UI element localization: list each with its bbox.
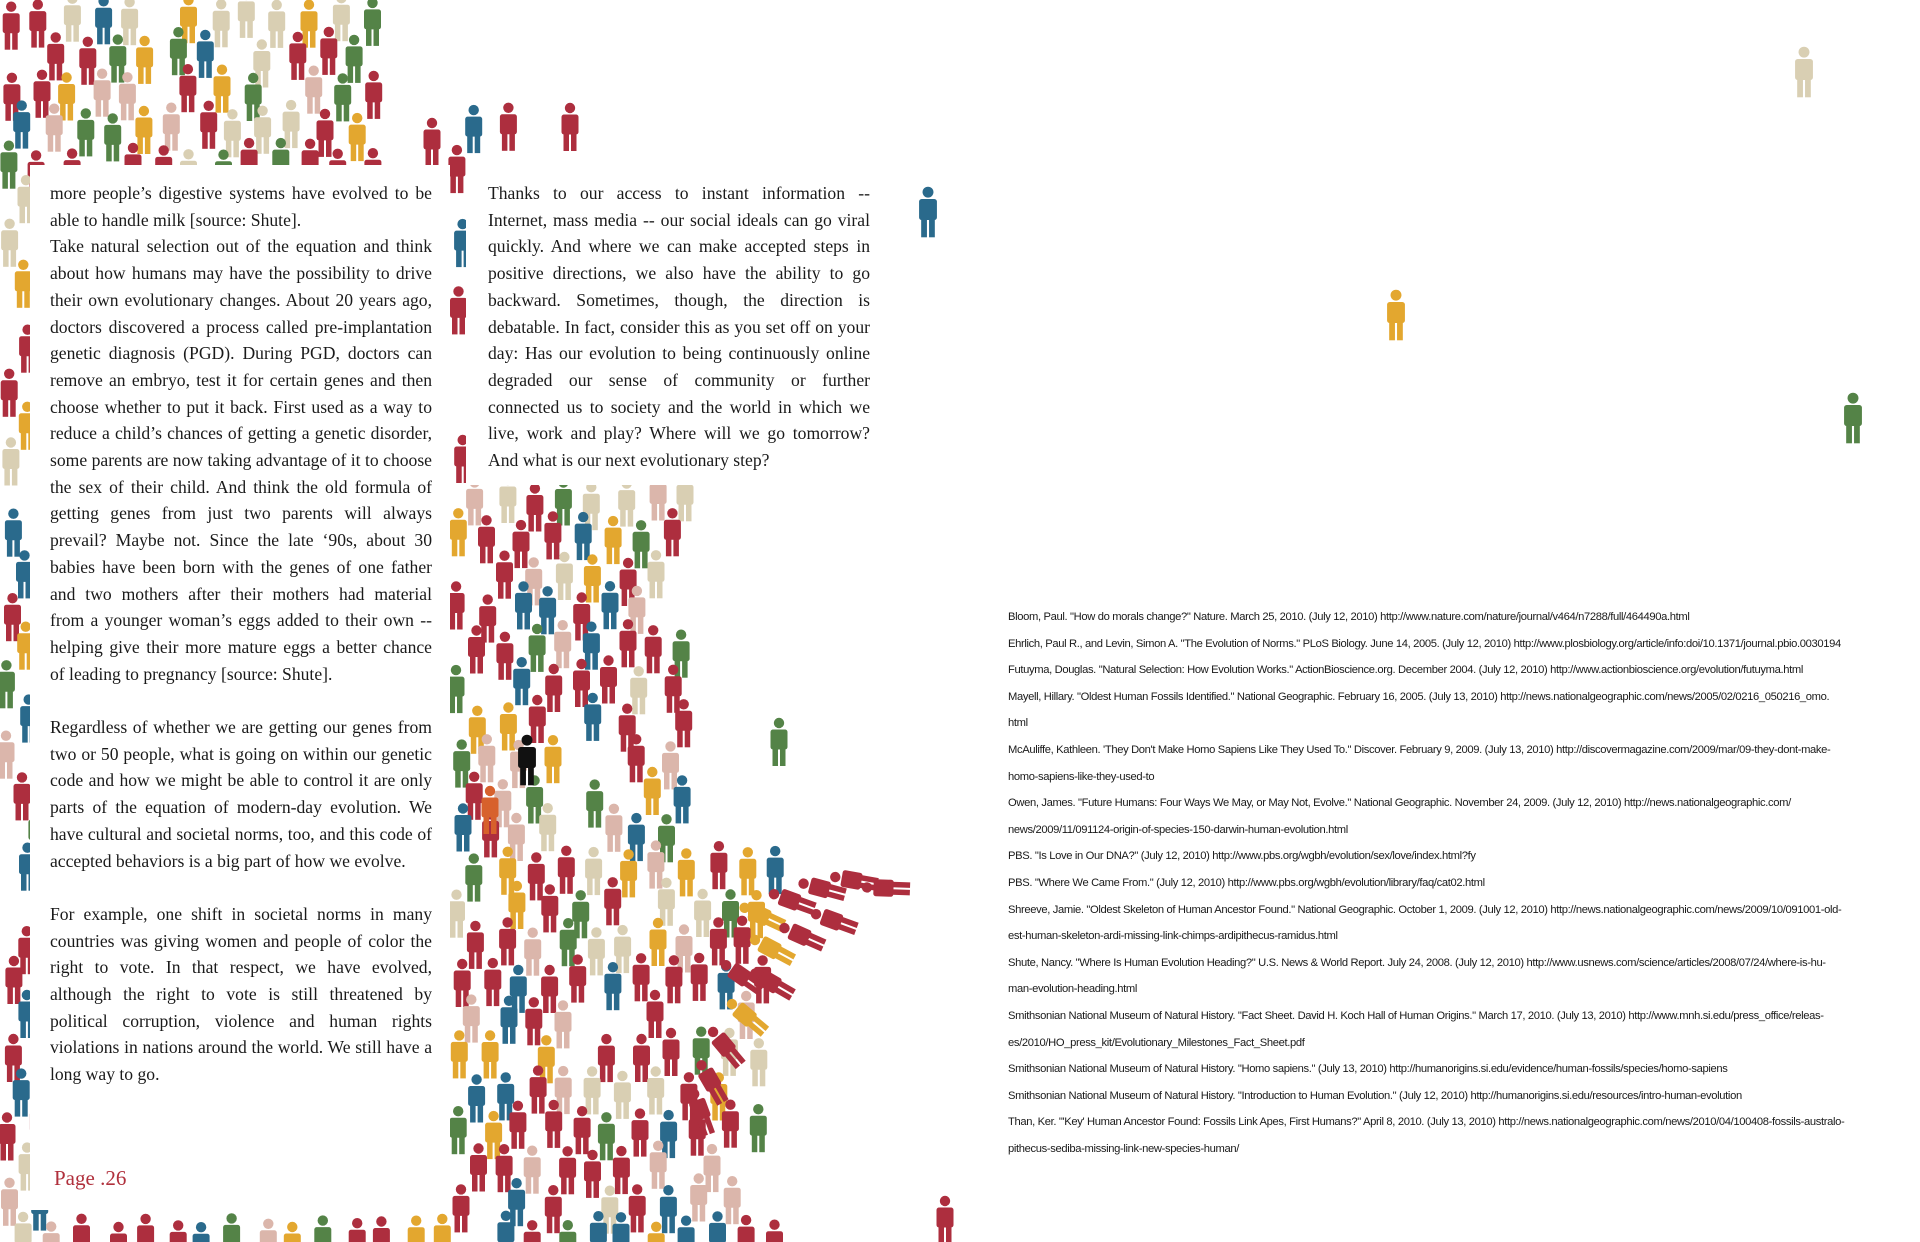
person-figure-icon [137, 1214, 154, 1242]
person-figure-icon [647, 990, 664, 1038]
person-figure-icon [450, 508, 467, 556]
person-figure-icon [301, 0, 318, 48]
person-figure-icon [648, 550, 665, 598]
person-figure-icon [0, 731, 15, 779]
person-figure-icon [470, 1143, 487, 1191]
person-figure-icon [73, 1214, 90, 1242]
person-figure-icon [1844, 393, 1862, 444]
person-figure-icon [467, 921, 484, 969]
person-figure-icon [121, 0, 138, 45]
person-figure-icon [771, 718, 788, 766]
person-figure-icon [180, 0, 197, 43]
person-figure-icon [647, 1066, 664, 1114]
page-number: Page .26 [54, 1166, 127, 1190]
reference-entry: Futuyma, Douglas. "Natural Selection: How Evolution Works." ActionBioscience.org. December 2004. (July 12, 2010) http://www.actionbioscience.org/evolution/futuyma.html [1008, 664, 1803, 677]
person-figure-icon [633, 953, 650, 1001]
person-figure-icon [937, 1196, 954, 1242]
person-figure-icon [373, 1216, 390, 1242]
person-figure-icon [604, 877, 621, 925]
person-figure-icon [479, 594, 496, 642]
person-figure-icon [305, 66, 322, 114]
paragraph: For example, one shift in societal norms in many countries was giving women and people of color the right to vote. In that respect, we have evolved, although the right to vote is still threatened by political corruption, violence and human rights violations in nations around the world. We still have a long way to go. [50, 903, 432, 1085]
person-figure-icon [448, 890, 465, 938]
person-figure-icon [95, 0, 112, 44]
person-figure-icon [2, 437, 19, 485]
person-figure-icon [630, 666, 647, 714]
person-figure-icon [545, 664, 562, 712]
person-figure-icon [284, 1222, 301, 1242]
person-figure-icon [618, 478, 635, 526]
person-figure-icon [766, 1220, 783, 1242]
person-figure-icon [197, 30, 214, 78]
person-figure-icon [448, 665, 465, 713]
person-figure-icon [465, 853, 482, 901]
person-figure-icon [110, 1222, 127, 1242]
person-figure-icon [468, 1074, 485, 1122]
person-figure-icon [5, 509, 22, 557]
person-figure-icon [434, 1214, 451, 1242]
person-figure-icon [1387, 290, 1405, 341]
person-figure-icon [448, 145, 465, 193]
person-figure-icon [238, 0, 255, 38]
person-figure-icon [496, 551, 513, 599]
person-figure-icon [94, 69, 111, 117]
person-figure-icon [541, 884, 558, 932]
reference-entry: Shreeve, Jamie. "Oldest Skeleton of Human Ancestor Found." National Geographic. October 1, 2009. (July 12, 2010) http://news.nationalgeographic.com/news/2009/10/091001-old- [1008, 903, 1842, 916]
person-figure-icon [584, 1066, 601, 1114]
person-figure-icon [314, 1215, 331, 1242]
person-figure-icon [704, 1144, 721, 1192]
person-figure-icon [558, 846, 575, 894]
person-figure-icon [750, 1104, 767, 1152]
reference-entry: Than, Ker. "'Key' Human Ancestor Found: Fossils Link Apes, First Humans?" April 8, 2010. (July 13, 2010) http://news.nationalgeographic.com/news/2010/04/100408-fossils-australo- [1008, 1116, 1845, 1129]
person-figure-icon [602, 581, 619, 629]
person-figure-icon [662, 741, 679, 789]
person-figure-icon [584, 1150, 601, 1198]
person-figure-icon [465, 105, 482, 153]
person-figure-icon [0, 660, 15, 708]
person-figure-icon [213, 0, 230, 47]
person-figure-icon [333, 0, 350, 41]
person-figure-icon [1795, 47, 1813, 98]
person-figure-icon [526, 483, 543, 531]
person-figure-icon [598, 1034, 615, 1082]
reference-entry: Smithsonian National Museum of Natural History. "Fact Sheet. David H. Koch Hall of Human Origins." March 17, 2010. (July 13, 2010) http://www.mnh.si.edu/press_office/releas- [1008, 1009, 1824, 1022]
person-figure-icon [554, 620, 571, 668]
person-figure-icon [663, 1028, 680, 1076]
person-figure-icon [545, 1185, 562, 1233]
person-figure-icon [739, 847, 756, 895]
references-list [1008, 604, 1898, 1162]
person-figure-icon [450, 286, 467, 334]
person-figure-icon [424, 118, 441, 166]
person-figure-icon [738, 1215, 755, 1242]
person-figure-icon [79, 37, 96, 85]
person-figure-icon [34, 70, 51, 118]
person-figure-icon [1, 1178, 18, 1226]
reference-entry: est-human-skeleton-ardi-missing-link-chimps-ardipithecus-ramidus.html [1008, 930, 1338, 943]
person-figure-icon [605, 804, 622, 852]
person-figure-icon [1, 219, 18, 267]
person-figure-icon [678, 1216, 695, 1242]
person-figure-icon [223, 1213, 240, 1242]
person-figure-icon [605, 516, 622, 564]
person-figure-icon [163, 103, 180, 151]
person-figure-icon [645, 625, 662, 673]
person-figure-icon [583, 482, 600, 530]
person-figure-icon [260, 1219, 277, 1242]
paragraph: Regardless of whether we are getting our genes from two or 50 people, what is going on within our genetic code and how we might be able to control it are only parts of the equation of modern-day evolution. We have cultural and societal norms, too, and this code of accepted behaviors is a big part of how we evolve. [50, 717, 432, 871]
person-figure-icon [664, 508, 681, 556]
paragraph: Thanks to our access to instant information -- Internet, mass media -- our social ideals can go viral quickly. And where we can make accepted steps in positive directions, we also have the ability to go backward. Sometimes, though, the direction is debatable. In fact, consider this as you set off on your day: Has our evolution to being continuously online degraded our sense of community or further connected us to society and the world in which we live, work and play? Where will we go tomorrow? And what is our next evolutionary step? [488, 183, 870, 471]
reference-entry: Ehrlich, Paul R., and Levin, Simon A. "The Evolution of Norms." PLoS Biology. June 14, 2005. (July 12, 2010) http://www.plosbiology.org/article/info:doi/10.1371/journal.pbio.0030194 [1008, 637, 1841, 650]
person-figure-icon [538, 1035, 555, 1083]
person-figure-icon [545, 735, 562, 783]
person-figure-icon [320, 27, 337, 75]
person-figure-icon [0, 1112, 16, 1160]
reference-entry: Smithsonian National Museum of Natural History. "Homo sapiens." (July 13, 2010) http://humanorigins.si.edu/evidence/human-fossils/species/homo-sapiens [1008, 1063, 1728, 1076]
person-figure-icon [660, 1110, 677, 1158]
person-figure-icon [365, 71, 382, 119]
reference-entry: Smithsonian National Museum of Natural History. "Introduction to Human Evolution." (July 12, 2010) http://humanorigins.si.edu/resources/intro-human-evolution [1008, 1089, 1742, 1102]
person-figure-icon [709, 1211, 726, 1242]
person-figure-icon [598, 1112, 615, 1160]
reference-entry: Owen, James. "Future Humans: Four Ways We May, or May Not, Evolve." National Geographic. November 24, 2009. (July 12, 2010) http://news.nationalgeographic.com/ [1008, 797, 1791, 810]
person-figure-icon [136, 36, 153, 84]
person-figure-icon [633, 1034, 650, 1082]
person-figure-icon [104, 113, 121, 161]
reference-entry: homo-sapiens-like-they-used-to [1008, 770, 1155, 783]
reference-entry: Bloom, Paul. "How do morals change?" Nature. March 25, 2010. (July 12, 2010) http://www.nature.com/nature/journal/v464/n7288/full/464490a.html [1008, 611, 1690, 623]
person-figure-icon [5, 956, 22, 1004]
person-figure-icon [466, 772, 483, 820]
person-figure-icon [629, 1184, 646, 1232]
reference-entry: PBS. "Is Love in Our DNA?" (July 12, 2010) http://www.pbs.org/wgbh/evolution/sex/love/index.html?fy [1008, 850, 1476, 863]
person-figure-icon [448, 581, 465, 629]
person-figure-icon [539, 803, 556, 851]
reference-entry: Mayell, Hillary. "Oldest Human Fossils Identified." National Geographic. February 16, 2005. (July 13, 2010) http://news.nationalgeographic.com/news/2005/02/0216_050216_omo. [1008, 690, 1830, 703]
reference-entry: PBS. "Where We Came From." (July 12, 2010) http://www.pbs.org/wgbh/evolution/library/faq/cat02.html [1008, 876, 1485, 889]
person-figure-icon [500, 103, 517, 151]
person-figure-icon [528, 852, 545, 900]
person-figure-icon [588, 927, 605, 975]
person-figure-icon [346, 35, 363, 83]
person-figure-icon [613, 1146, 630, 1194]
paragraph: more people’s digestive systems have evolved to be able to handle milk [source: Shute]. [50, 183, 432, 230]
person-figure-icon [584, 554, 601, 602]
person-figure-icon [808, 904, 859, 936]
person-figure-icon [453, 739, 470, 787]
person-figure-icon [29, 0, 46, 48]
reference-entry: Shute, Nancy. "Where Is Human Evolution Heading?" U.S. News & World Report. July 24, 2008. (July 12, 2010) http://www.usnews.com/science/articles/2008/07/24/where-is-hu- [1008, 956, 1826, 969]
person-figure-icon [585, 847, 602, 895]
person-figure-icon [484, 958, 501, 1006]
person-figure-icon [349, 113, 366, 161]
person-figure-icon [349, 1218, 366, 1242]
person-figure-icon [214, 65, 231, 113]
person-figure-icon [524, 928, 541, 976]
person-figure-icon [691, 953, 708, 1001]
person-figure-icon [317, 109, 334, 157]
person-figure-icon [559, 1220, 576, 1242]
person-figure-icon [614, 1071, 631, 1119]
person-figure-icon [64, 0, 81, 42]
person-figure-icon [710, 841, 727, 889]
person-figure-icon [633, 520, 650, 568]
person-figure-icon [513, 657, 530, 705]
person-figure-icon [14, 772, 31, 820]
person-figure-icon [690, 1173, 707, 1221]
person-figure-icon [562, 103, 579, 151]
person-figure-icon [47, 32, 64, 80]
person-figure-icon [450, 1106, 467, 1154]
person-figure-icon [660, 1185, 677, 1233]
person-figure-icon [644, 767, 661, 815]
person-figure-icon [600, 655, 617, 703]
reference-entry: pithecus-sediba-missing-link-new-species-human/ [1008, 1142, 1240, 1155]
person-figure-icon [541, 965, 558, 1013]
reference-entry: news/2009/11/091124-origin-of-species-150-darwin-human-evolution.html [1008, 823, 1348, 836]
person-figure-icon [408, 1216, 425, 1242]
person-figure-icon [559, 1146, 576, 1194]
person-figure-icon [513, 520, 530, 568]
person-figure-icon [364, 0, 381, 46]
person-figure-icon [694, 889, 711, 937]
person-figure-icon [496, 632, 513, 680]
person-figure-icon [193, 1222, 210, 1242]
person-figure-icon [767, 846, 784, 894]
middle-article-column [488, 180, 870, 474]
person-figure-icon [529, 695, 546, 743]
person-figure-icon [586, 779, 603, 827]
person-figure-icon [632, 1108, 649, 1156]
person-figure-icon [200, 101, 217, 149]
person-figure-icon [508, 1178, 525, 1226]
person-figure-icon [482, 1030, 499, 1078]
person-figure-icon [224, 109, 241, 157]
person-figure-icon [919, 187, 937, 238]
person-figure-icon [524, 1220, 541, 1242]
person-figure-icon [77, 108, 94, 156]
reference-entry: html [1008, 717, 1028, 730]
person-figure-icon [0, 141, 17, 189]
person-figure-icon [524, 1146, 541, 1194]
reference-entry: McAuliffe, Kathleen. 'They Don't Make Homo Sapiens Like They Used To." Discover. February 9, 2009. (July 13, 2010) http://discovermagazine.com/2009/mar/09-they-dont-make- [1008, 743, 1831, 756]
person-figure-icon [525, 997, 542, 1045]
person-figure-icon [676, 924, 693, 972]
person-figure-icon [555, 1000, 572, 1048]
person-figure-icon [15, 1212, 32, 1242]
person-figure-icon [678, 848, 695, 896]
left-article-column [50, 180, 432, 1088]
person-figure-icon [268, 0, 285, 48]
reference-entry: man-evolution-heading.html [1008, 983, 1137, 996]
person-figure-icon [724, 1176, 741, 1224]
person-figure-icon [750, 1038, 767, 1086]
person-figure-icon [1, 369, 18, 417]
person-figure-icon [3, 2, 20, 50]
person-figure-icon [170, 1220, 187, 1242]
person-figure-icon [510, 965, 527, 1013]
person-figure-icon [453, 1184, 470, 1232]
reference-entry: es/2010/HO_press_kit/Evolutionary_Milestones_Fact_Sheet.pdf [1008, 1036, 1305, 1049]
paragraph: Take natural selection out of the equation and think about how humans may have the possibility to drive their own evolutionary changes. About 20 years ago, doctors discovered a process called pre-implantation genetic diagnosis (PGD). During PGD, doctors can remove an embryo, test it for certain genes and then choose whether to put it back. First used as a way to reduce a child’s chances of getting a genetic disorder, some parents are now taking advantage of it to choose the sex of their child. And think the old formula of getting genes from just two parents will always prevail? Maybe not. Since the late ‘90s, about 30 babies have been born with the genes of one father and two mothers after their mothers had material from a younger woman’s eggs added to their own -- helping give their more mature eggs a better chance of leading to pregnancy [source: Shute]. [50, 236, 432, 684]
